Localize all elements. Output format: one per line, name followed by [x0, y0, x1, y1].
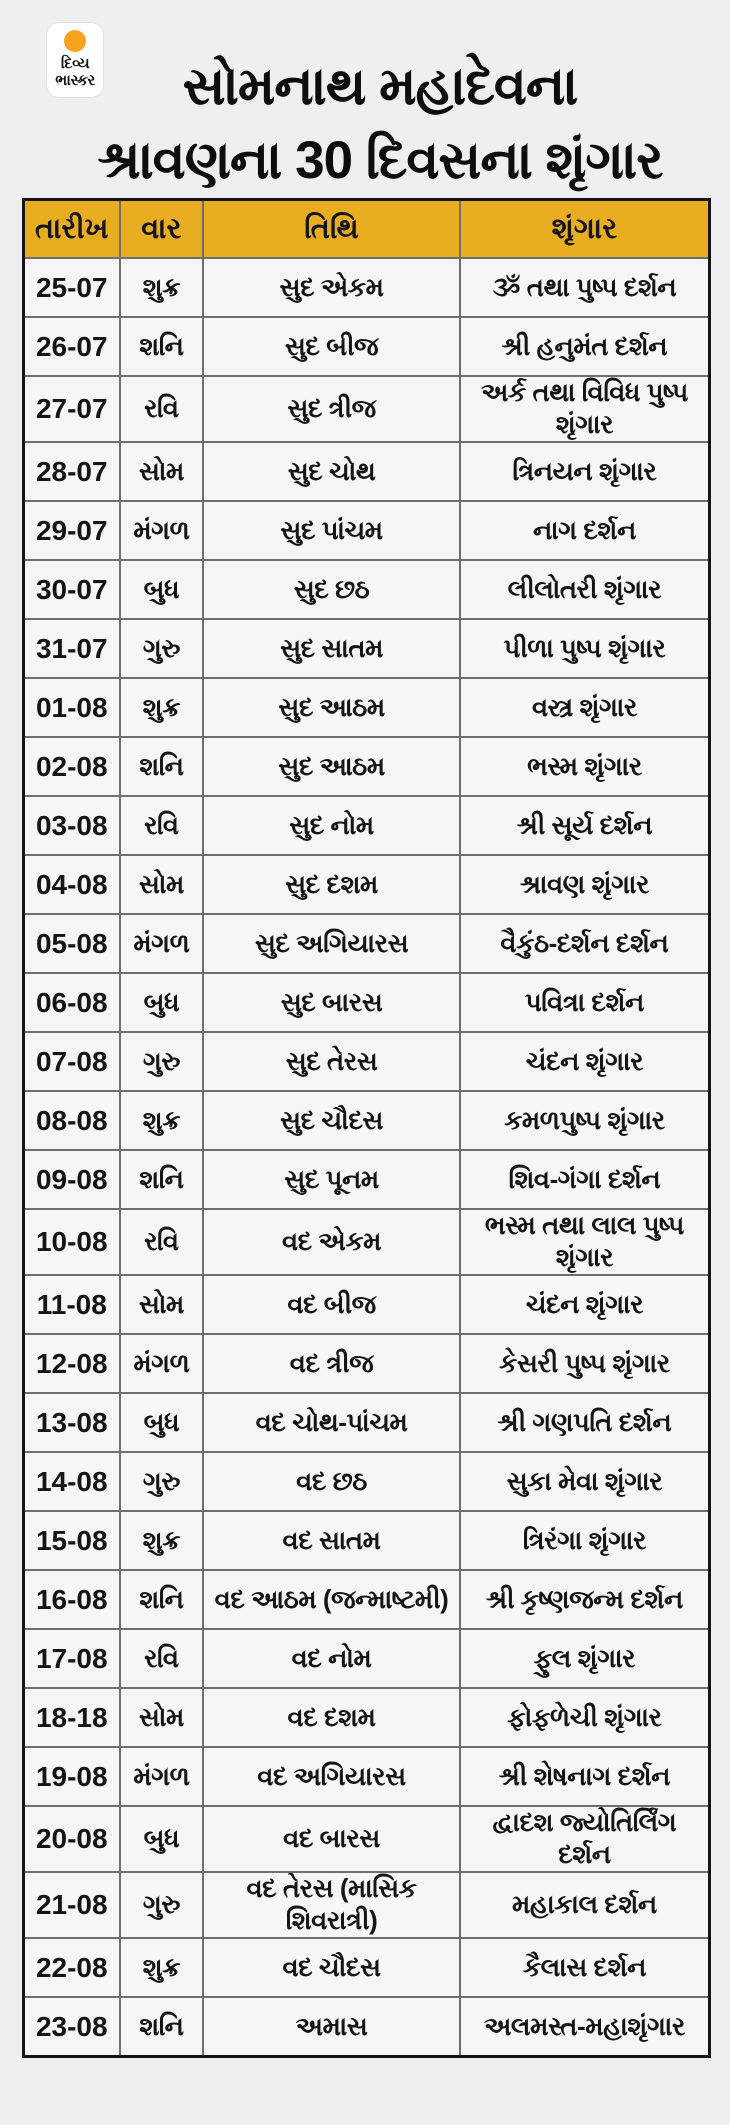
cell-date: 16-08 — [24, 1570, 120, 1629]
cell-date: 28-07 — [24, 442, 120, 501]
page-title — [60, 50, 700, 198]
cell-tithi: સુદ સાતમ — [203, 619, 460, 678]
table-row — [24, 1938, 710, 1997]
cell-shringar: કેસરી પુષ્પ શૃંગાર — [460, 1334, 710, 1393]
cell-day: બુધ — [120, 1393, 204, 1452]
cell-tithi: વદ છઠ — [203, 1452, 460, 1511]
cell-shringar: શ્રી હનુમંત દર્શન — [460, 317, 710, 376]
shringar-table — [22, 198, 711, 2058]
table-row — [24, 1150, 710, 1209]
cell-tithi: સુદ નોમ — [203, 796, 460, 855]
cell-day: સોમ — [120, 442, 204, 501]
cell-day: શનિ — [120, 1997, 204, 2057]
cell-date: 22-08 — [24, 1938, 120, 1997]
cell-tithi: સુદ તેરસ — [203, 1032, 460, 1091]
cell-shringar: ચંદન શૃંગાર — [460, 1275, 710, 1334]
cell-day: શુક્ર — [120, 258, 204, 317]
table-row — [24, 1393, 710, 1452]
table-row — [24, 619, 710, 678]
cell-day: શનિ — [120, 317, 204, 376]
cell-shringar: ત્રિરંગા શૃંગાર — [460, 1511, 710, 1570]
table-header-row — [24, 200, 710, 259]
cell-day: બુધ — [120, 560, 204, 619]
cell-shringar: વૈકુંઠ-દર્શન દર્શન — [460, 914, 710, 973]
cell-shringar: મહાકાલ દર્શન — [460, 1872, 710, 1938]
cell-shringar: ફુલ શૃંગાર — [460, 1629, 710, 1688]
table-row — [24, 1334, 710, 1393]
table-row — [24, 914, 710, 973]
cell-shringar: ૐ તથા પુષ્પ દર્શન — [460, 258, 710, 317]
cell-tithi: વદ એકમ — [203, 1209, 460, 1275]
cell-tithi: સુદ ચોથ — [203, 442, 460, 501]
cell-day: ગુરુ — [120, 1452, 204, 1511]
cell-date: 26-07 — [24, 317, 120, 376]
table-body — [24, 258, 710, 2057]
cell-day: મંગળ — [120, 914, 204, 973]
cell-shringar: અર્ક તથા વિવિધ પુષ્પ શૃંગાર — [460, 376, 710, 442]
table-row — [24, 1032, 710, 1091]
cell-shringar: કૈલાસ દર્શન — [460, 1938, 710, 1997]
cell-date: 21-08 — [24, 1872, 120, 1938]
cell-shringar: શ્રી સૂર્ય દર્શન — [460, 796, 710, 855]
cell-tithi: સુદ પાંચમ — [203, 501, 460, 560]
cell-tithi: સુદ ત્રીજ — [203, 376, 460, 442]
cell-day: બુધ — [120, 973, 204, 1032]
page-title-line1: સોમનાથ મહાદેવના — [182, 56, 578, 116]
cell-date: 14-08 — [24, 1452, 120, 1511]
cell-day: ગુરુ — [120, 1032, 204, 1091]
cell-shringar: ભસ્મ શૃંગાર — [460, 737, 710, 796]
cell-day: રવિ — [120, 1629, 204, 1688]
cell-tithi: વદ આઠમ (જન્માષ્ટમી) — [203, 1570, 460, 1629]
cell-tithi: વદ નોમ — [203, 1629, 460, 1688]
table-row — [24, 1747, 710, 1806]
cell-day: ગુરુ — [120, 1872, 204, 1938]
table-row — [24, 442, 710, 501]
cell-date: 02-08 — [24, 737, 120, 796]
cell-tithi: વદ અગિયારસ — [203, 1747, 460, 1806]
cell-day: મંગળ — [120, 1747, 204, 1806]
cell-shringar: શ્રી કૃષ્ણજન્મ દર્શન — [460, 1570, 710, 1629]
cell-date: 31-07 — [24, 619, 120, 678]
cell-tithi: સુદ બારસ — [203, 973, 460, 1032]
cell-shringar: અલમસ્ત-મહાશૃંગાર — [460, 1997, 710, 2057]
cell-shringar: નાગ દર્શન — [460, 501, 710, 560]
table-row — [24, 501, 710, 560]
cell-date: 06-08 — [24, 973, 120, 1032]
cell-day: શુક્ર — [120, 1091, 204, 1150]
cell-date: 09-08 — [24, 1150, 120, 1209]
shringar-table-wrapper — [22, 198, 711, 2058]
cell-tithi: વદ સાતમ — [203, 1511, 460, 1570]
table-row — [24, 1091, 710, 1150]
logo-text-line2: ભાસ્કર — [55, 72, 95, 89]
column-header-day: વાર — [120, 200, 204, 259]
cell-date: 29-07 — [24, 501, 120, 560]
table-row — [24, 1629, 710, 1688]
column-header-date: તારીખ — [24, 200, 120, 259]
cell-tithi: વદ ચોથ-પાંચમ — [203, 1393, 460, 1452]
cell-date: 04-08 — [24, 855, 120, 914]
cell-date: 03-08 — [24, 796, 120, 855]
cell-shringar: ત્રિનયન શૃંગાર — [460, 442, 710, 501]
cell-day: સોમ — [120, 855, 204, 914]
cell-tithi: વદ બીજ — [203, 1275, 460, 1334]
cell-day: શનિ — [120, 1570, 204, 1629]
cell-day: મંગળ — [120, 501, 204, 560]
table-row — [24, 855, 710, 914]
cell-date: 13-08 — [24, 1393, 120, 1452]
table-row — [24, 1570, 710, 1629]
cell-day: શુક્ર — [120, 1938, 204, 1997]
table-row — [24, 317, 710, 376]
cell-shringar: ચંદન શૃંગાર — [460, 1032, 710, 1091]
table-row — [24, 1452, 710, 1511]
cell-tithi: સુદ આઠમ — [203, 678, 460, 737]
cell-date: 05-08 — [24, 914, 120, 973]
cell-day: શુક્ર — [120, 1511, 204, 1570]
cell-day: શનિ — [120, 737, 204, 796]
table-row — [24, 1209, 710, 1275]
table-row — [24, 796, 710, 855]
cell-day: રવિ — [120, 796, 204, 855]
cell-shringar: શ્રાવણ શૃંગાર — [460, 855, 710, 914]
column-header-shringar: શૃંગાર — [460, 200, 710, 259]
cell-tithi: સુદ છઠ — [203, 560, 460, 619]
cell-date: 19-08 — [24, 1747, 120, 1806]
table-row — [24, 1997, 710, 2057]
cell-shringar: વસ્ત્ર શૃંગાર — [460, 678, 710, 737]
cell-tithi: વદ બારસ — [203, 1806, 460, 1872]
cell-shringar: સુકા મેવા શૃંગાર — [460, 1452, 710, 1511]
cell-tithi: સુદ બીજ — [203, 317, 460, 376]
cell-date: 23-08 — [24, 1997, 120, 2057]
cell-date: 08-08 — [24, 1091, 120, 1150]
table-row — [24, 973, 710, 1032]
cell-shringar: શ્રી શેષનાગ દર્શન — [460, 1747, 710, 1806]
table-row — [24, 560, 710, 619]
cell-date: 15-08 — [24, 1511, 120, 1570]
cell-day: મંગળ — [120, 1334, 204, 1393]
cell-tithi: સુદ પૂનમ — [203, 1150, 460, 1209]
cell-date: 30-07 — [24, 560, 120, 619]
cell-date: 11-08 — [24, 1275, 120, 1334]
cell-date: 12-08 — [24, 1334, 120, 1393]
logo-text-line1: દિવ્ય — [60, 55, 90, 72]
cell-day: સોમ — [120, 1688, 204, 1747]
table-row — [24, 258, 710, 317]
table-row — [24, 376, 710, 442]
cell-day: શુક્ર — [120, 678, 204, 737]
cell-date: 01-08 — [24, 678, 120, 737]
cell-tithi: અમાસ — [203, 1997, 460, 2057]
cell-date: 10-08 — [24, 1209, 120, 1275]
cell-day: સોમ — [120, 1275, 204, 1334]
table-row — [24, 1688, 710, 1747]
table-row — [24, 737, 710, 796]
cell-shringar: શ્રી ગણપતિ દર્શન — [460, 1393, 710, 1452]
cell-shringar: પીળા પુષ્પ શૃંગાર — [460, 619, 710, 678]
table-row — [24, 1511, 710, 1570]
cell-date: 20-08 — [24, 1806, 120, 1872]
column-header-tithi: તિથિ — [203, 200, 460, 259]
cell-date: 07-08 — [24, 1032, 120, 1091]
cell-shringar: ભસ્મ તથા લાલ પુષ્પ શૃંગાર — [460, 1209, 710, 1275]
table-row — [24, 1806, 710, 1872]
cell-tithi: વદ દશમ — [203, 1688, 460, 1747]
cell-date: 27-07 — [24, 376, 120, 442]
cell-tithi: સુદ દશમ — [203, 855, 460, 914]
cell-tithi: વદ તેરસ (માસિક શિવરાત્રી) — [203, 1872, 460, 1938]
cell-day: ગુરુ — [120, 619, 204, 678]
table-row — [24, 1872, 710, 1938]
cell-shringar: ફોફળેચી શૃંગાર — [460, 1688, 710, 1747]
cell-shringar: પવિત્રા દર્શન — [460, 973, 710, 1032]
cell-date: 18-18 — [24, 1688, 120, 1747]
cell-date: 25-07 — [24, 258, 120, 317]
cell-date: 17-08 — [24, 1629, 120, 1688]
cell-tithi: સુદ ચૌદસ — [203, 1091, 460, 1150]
cell-shringar: દ્વાદશ જ્યોતિર્લિંગ દર્શન — [460, 1806, 710, 1872]
page-title-line2: શ્રાવણના 30 દિવસના શૃંગાર — [97, 130, 663, 190]
cell-tithi: વદ ચૌદસ — [203, 1938, 460, 1997]
cell-day: રવિ — [120, 1209, 204, 1275]
cell-day: રવિ — [120, 376, 204, 442]
cell-day: શનિ — [120, 1150, 204, 1209]
cell-tithi: વદ ત્રીજ — [203, 1334, 460, 1393]
table-row — [24, 678, 710, 737]
cell-shringar: કમળપુષ્પ શૃંગાર — [460, 1091, 710, 1150]
table-row — [24, 1275, 710, 1334]
cell-shringar: લીલોતરી શૃંગાર — [460, 560, 710, 619]
cell-shringar: શિવ-ગંગા દર્શન — [460, 1150, 710, 1209]
cell-tithi: સુદ આઠમ — [203, 737, 460, 796]
cell-tithi: સુદ એકમ — [203, 258, 460, 317]
cell-day: બુધ — [120, 1806, 204, 1872]
cell-tithi: સુદ અગિયારસ — [203, 914, 460, 973]
